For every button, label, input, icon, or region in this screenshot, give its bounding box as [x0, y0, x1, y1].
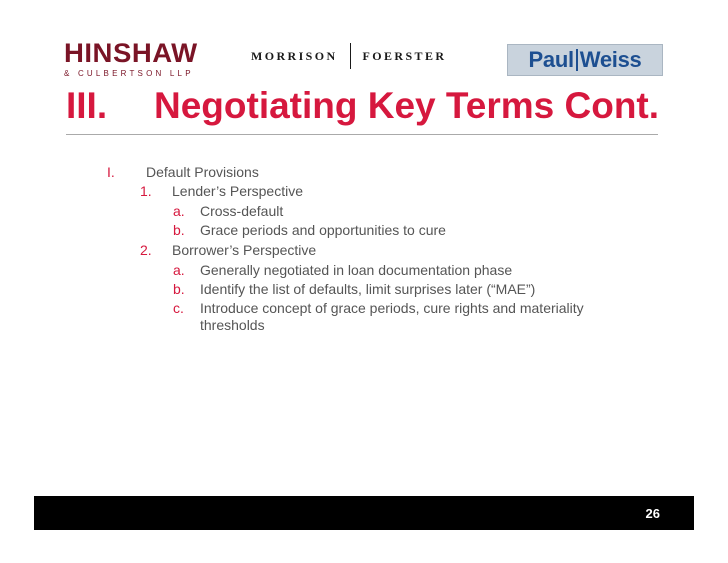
outline-marker: I. — [107, 164, 115, 180]
pw-logo-divider — [576, 49, 578, 71]
outline-label: Introduce concept of grace periods, cure rights and materiality — [200, 300, 584, 316]
outline-marker: b. — [173, 222, 185, 238]
mofo-logo-right: FOERSTER — [362, 48, 447, 63]
title-divider — [66, 134, 658, 135]
outline-marker: b. — [173, 281, 185, 297]
outline-label: Identify the list of defaults, limit surprises later (“MAE”) — [200, 281, 536, 297]
hinshaw-logo-wordmark: HINSHAW — [64, 38, 198, 68]
outline-marker: a. — [173, 262, 185, 278]
slide-title — [66, 84, 686, 128]
morrison-foerster-logo — [251, 42, 446, 70]
slide-title-number: III. — [66, 85, 108, 126]
outline-label: Generally negotiated in loan documentation phase — [200, 262, 513, 278]
hinshaw-logo — [64, 40, 204, 80]
outline-marker: a. — [173, 203, 185, 219]
outline-label: Default Provisions — [146, 164, 259, 180]
outline-label: Borrower’s Perspective — [172, 242, 317, 258]
page-number: 26 — [645, 506, 660, 521]
hinshaw-logo-subtitle: & CULBERTSON LLP — [64, 69, 194, 78]
paul-weiss-logo — [507, 44, 663, 76]
outline-label-continuation: thresholds — [200, 317, 265, 333]
mofo-logo-divider — [350, 43, 351, 69]
outline-label: Grace periods and opportunities to cure — [200, 222, 446, 238]
pw-logo-left: Paul — [528, 47, 574, 72]
outline-label: Cross-default — [200, 203, 284, 219]
outline-marker: c. — [173, 300, 184, 316]
footer-bar — [34, 496, 694, 530]
outline-label: Lender’s Perspective — [172, 183, 304, 199]
slide-title-text: Negotiating Key Terms Cont. — [154, 85, 660, 126]
outline-marker: 1. — [140, 183, 152, 199]
mofo-logo-left: MORRISON — [251, 48, 338, 63]
pw-logo-right: Weiss — [579, 47, 642, 72]
outline-marker: 2. — [140, 242, 152, 258]
